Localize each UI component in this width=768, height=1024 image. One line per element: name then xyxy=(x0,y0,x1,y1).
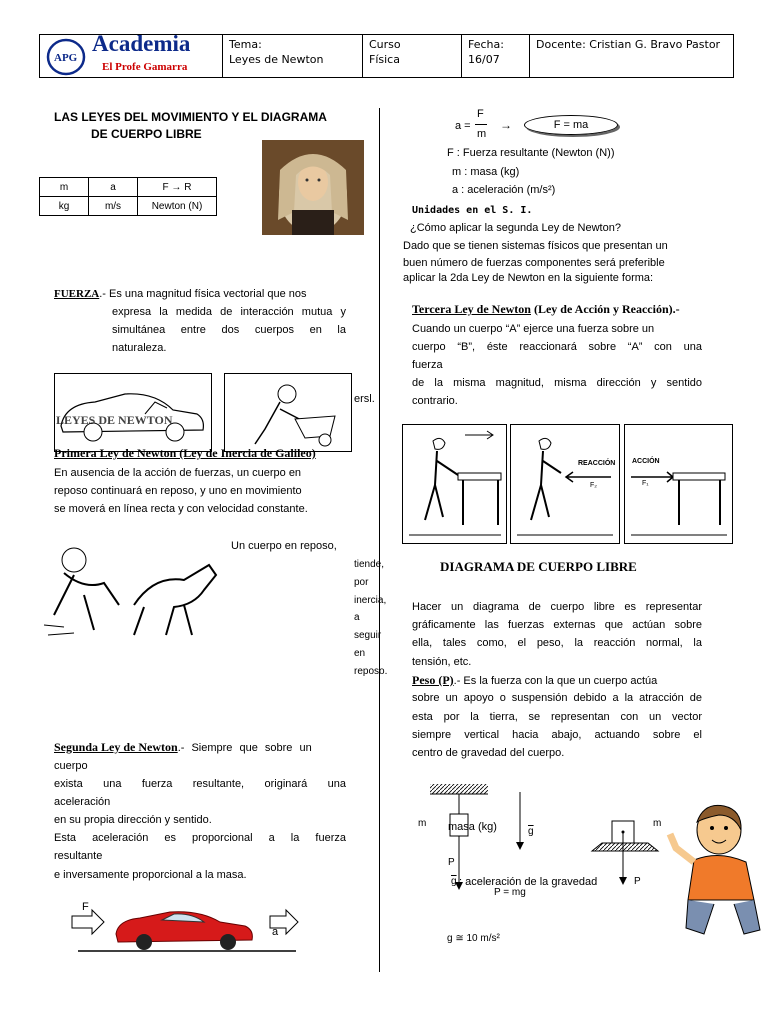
fuerza-line: naturaleza. xyxy=(112,342,167,354)
tercera-line: cuerpo “B”, éste reaccionará sobre “A” con una xyxy=(412,341,702,353)
car-accel-label: a xyxy=(272,926,279,938)
diagrama-line: Hacer un diagrama de cuerpo libre es representar xyxy=(412,601,702,613)
horse-rider-cartoon-image xyxy=(34,535,226,643)
action-panel-3 xyxy=(624,424,733,544)
f2-label: F₂ xyxy=(590,482,597,489)
curso-label: Curso xyxy=(369,38,401,51)
fuerza-definition-first: .- Es una magnitud física vectorial que nos xyxy=(99,288,307,300)
diagrama-line: ella, tales como, el peso, la reacción normal, la xyxy=(412,637,702,649)
segunda-line: cuerpo xyxy=(54,760,88,772)
reposo-word: reposo. xyxy=(354,665,388,677)
reposo-word: inercia, xyxy=(354,594,387,606)
tercera-line: fuerza xyxy=(412,359,443,371)
segunda-line: aceleración xyxy=(54,796,111,808)
fig-g-symbol: $\overline{g}$ xyxy=(451,876,457,887)
fig-g-vector: $\overline{g}$ xyxy=(528,826,534,837)
svg-text:APG: APG xyxy=(54,52,78,64)
tercera-ley-title: Tercera Ley de Newton (Ley de Acción y Reacción).- xyxy=(412,302,680,316)
units-cell: F → R xyxy=(138,178,217,197)
como-line: aplicar la 2da Ley de Newton en la siguiente forma: xyxy=(403,272,654,284)
action-panel-2 xyxy=(510,424,620,544)
fig-mass-symbol: m xyxy=(418,818,427,829)
tercera-line: contrario. xyxy=(412,395,458,407)
como-line: Dado que se tienen sistemas físicos que presentan un xyxy=(403,240,668,252)
peso-line: sobre un apoyo o suspensión debido a la atracción de xyxy=(412,692,702,704)
reposo-word: tiende, xyxy=(354,559,385,570)
peso-first: .- Es la fuerza con la que un cuerpo actúa xyxy=(453,675,658,687)
gravity-value: g ≅ 10 m/s² xyxy=(447,933,500,944)
fecha-value: 16/07 xyxy=(468,53,500,66)
reaccion-label: REACCIÓN xyxy=(578,460,616,467)
newton-portrait-image xyxy=(262,140,364,235)
segunda-line: en su propia dirección y sentido. xyxy=(54,814,212,826)
fuerza-paragraph xyxy=(54,285,346,303)
peso-line: siempre vertical hacia abajo, actuando sobre el xyxy=(412,729,702,741)
segunda-first: .- Siempre que sobre un xyxy=(177,742,312,754)
fig-p-symbol: P xyxy=(448,857,455,868)
formula-denominator: m xyxy=(477,128,487,140)
peso-line: esta por la tierra, se representan con un vector xyxy=(412,711,702,723)
docente-cell xyxy=(530,35,734,78)
primera-line: se moverá en línea recta y con velocidad constante. xyxy=(54,503,308,515)
peso-term: Peso (P) xyxy=(412,673,454,687)
fraction-bar xyxy=(475,124,487,125)
tercera-line: Cuando un cuerpo “A” ejerce una fuerza sobre un xyxy=(412,323,655,335)
car-force-label: F xyxy=(82,901,89,913)
action-panel-1 xyxy=(402,424,507,544)
definition-line: F : Fuerza resultante (Newton (N)) xyxy=(447,147,615,159)
segunda-line: e inversamente proporcional a la masa. xyxy=(54,869,247,881)
primera-line: reposo continuará en reposo, y uno en movimiento xyxy=(54,485,302,497)
primera-line: En ausencia de la acción de fuerzas, un cuerpo en xyxy=(54,467,302,479)
accion-label: ACCIÓN xyxy=(632,458,660,465)
fig-p-symbol-2: P xyxy=(634,876,641,887)
formula-result-badge: F = ma xyxy=(524,115,618,135)
como-line: ¿Cómo aplicar la segunda Ley de Newton? xyxy=(410,222,621,234)
units-cell: m/s xyxy=(89,197,138,216)
fuerza-term: FUERZA xyxy=(54,288,100,300)
segunda-ley-heading: Segunda Ley de Newton xyxy=(54,740,178,754)
reposo-word: por xyxy=(354,576,369,588)
como-line: buen número de fuerzas componentes será preferible xyxy=(403,257,665,269)
tercera-ley-heading: Tercera Ley de Newton xyxy=(412,302,531,316)
fig-gravity-label: : aceleración de la gravedad xyxy=(459,876,598,888)
stray-text: ersl. xyxy=(354,393,375,405)
header-table xyxy=(39,31,734,78)
fecha-cell xyxy=(462,35,530,78)
units-cell: kg xyxy=(40,197,89,216)
peso-paragraph xyxy=(412,671,702,690)
diagrama-title: DIAGRAMA DE CUERPO LIBRE xyxy=(440,559,637,574)
diagrama-line: gráficamente las fuerzas externas que actúan sobre xyxy=(412,619,702,631)
tercera-line: de la misma magnitud, misma dirección y sentido xyxy=(412,377,702,389)
free-body-diagram xyxy=(412,778,672,908)
logo-text: Academia xyxy=(92,31,191,56)
leyes-newton-overlap-heading: LEYES DE NEWTON xyxy=(56,413,173,427)
docente-text: Docente: Cristian G. Bravo Pastor xyxy=(536,38,721,51)
page-title-line1: LAS LEYES DEL MOVIMIENTO Y EL DIAGRAMA xyxy=(54,110,327,124)
fig-masa-label: masa (kg) xyxy=(448,821,497,833)
reposo-word: a xyxy=(354,612,360,624)
segunda-line: resultante xyxy=(54,850,103,862)
tema-value: Leyes de Newton xyxy=(229,53,324,66)
fuerza-line: expresa la medida de interacción mutua y xyxy=(112,306,346,318)
f1-label: F₁ xyxy=(642,480,649,487)
segunda-line: Esta aceleración es proporcional a la fuerza xyxy=(54,832,346,844)
primera-ley-heading: Primera Ley de Newton (Ley de Inercia de Galileo) xyxy=(54,446,316,460)
reposo-word: en xyxy=(354,647,366,659)
pointing-boy-cartoon-image xyxy=(664,800,764,945)
units-cell: a xyxy=(89,178,138,197)
tema-cell xyxy=(223,35,363,78)
reposo-intro: Un cuerpo en reposo, xyxy=(231,540,337,552)
logo-emblem-icon xyxy=(46,38,86,76)
tema-label: Tema: xyxy=(229,38,262,51)
fecha-label: Fecha: xyxy=(468,38,504,51)
curso-cell xyxy=(363,35,462,78)
tercera-ley-sub: (Ley de Acción y Reacción) xyxy=(533,302,673,316)
segunda-line: exista una fuerza resultante, originará una xyxy=(54,778,346,790)
units-table xyxy=(39,177,217,216)
logo-cell xyxy=(40,31,223,78)
definition-line: a : aceleración (m/s²) xyxy=(452,184,556,196)
column-divider xyxy=(379,108,380,972)
reposo-word-column xyxy=(354,556,387,681)
fig-p-mg: P = mg xyxy=(494,887,526,898)
units-cell: m xyxy=(40,178,89,197)
wheelbarrow-image xyxy=(224,373,352,452)
units-cell: Newton (N) xyxy=(138,197,217,216)
definition-line: m : masa (kg) xyxy=(452,166,520,178)
fuerza-line: simultánea entre dos cuerpos en la xyxy=(112,324,346,336)
formula-arrow: → xyxy=(500,118,512,132)
reposo-word: seguir xyxy=(354,630,382,642)
fig-mass-symbol-2: m xyxy=(653,818,662,829)
curso-value: Física xyxy=(369,53,400,66)
red-car-image xyxy=(70,898,300,956)
diagrama-line: tensión, etc. xyxy=(412,656,472,668)
logo-subtitle: El Profe Gamarra xyxy=(102,61,188,73)
page-title-line2: DE CUERPO LIBRE xyxy=(91,127,202,141)
peso-line: centro de gravedad del cuerpo. xyxy=(412,747,565,759)
formula-a: a = xyxy=(455,120,471,132)
formula-numerator: F xyxy=(477,108,484,120)
si-units-heading: Unidades en el S. I. xyxy=(412,205,533,216)
segunda-ley-paragraph xyxy=(54,738,346,757)
